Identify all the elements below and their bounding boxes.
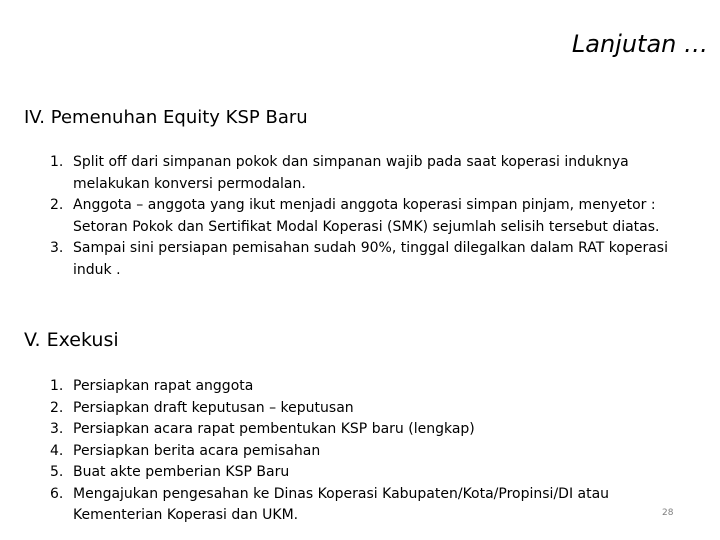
- item-number: 5.: [50, 464, 64, 480]
- list-item: [50, 195, 670, 238]
- section-heading-exekusi: V. Exekusi: [24, 329, 119, 351]
- item-text: Sampai sini persiapan pemisahan sudah 90%, tinggal dilegalkan dalam RAT koperasi induk .: [73, 240, 668, 278]
- item-number: 4.: [50, 442, 64, 459]
- list-item: [50, 419, 670, 441]
- item-text: Split off dari simpanan pokok dan simpanan wajib pada saat koperasi induknya melakukan konversi permodalan.: [73, 154, 629, 192]
- list-item: [50, 462, 670, 484]
- list-item: [50, 376, 670, 398]
- list-item: [50, 238, 670, 281]
- exekusi-list: [50, 376, 670, 527]
- slide-title: Lanjutan …: [571, 30, 708, 58]
- item-text: Persiapkan draft keputusan – keputusan: [73, 399, 354, 416]
- list-item: [50, 398, 670, 420]
- item-number: 3.: [50, 421, 64, 437]
- list-item: [50, 484, 670, 527]
- item-number: 1.: [50, 378, 64, 394]
- item-number: 2.: [50, 399, 64, 416]
- item-number: 3.: [50, 240, 64, 256]
- item-text: Mengajukan pengesahan ke Dinas Koperasi Kabupaten/Kota/Propinsi/DI atau Kementerian Koperasi dan UKM.: [73, 485, 610, 523]
- item-number: 2.: [50, 197, 64, 213]
- item-text: Persiapkan acara rapat pembentukan KSP baru (lengkap): [73, 421, 475, 437]
- page-number: 28: [662, 508, 674, 518]
- item-text: Anggota – anggota yang ikut menjadi anggota koperasi simpan pinjam, menyetor : Setoran Pokok dan Sertifikat Modal Koperasi (SMK) sejumlah selisih tersebut diatas.: [73, 197, 660, 235]
- item-number: 6.: [50, 485, 64, 502]
- list-item: [50, 152, 670, 195]
- item-number: 1.: [50, 154, 64, 170]
- equity-list: [50, 152, 670, 281]
- item-text: Buat akte pemberian KSP Baru: [73, 464, 290, 480]
- section-heading-equity: IV. Pemenuhan Equity KSP Baru: [24, 107, 308, 128]
- list-item: [50, 441, 670, 463]
- item-text: Persiapkan berita acara pemisahan: [73, 442, 321, 459]
- item-text: Persiapkan rapat anggota: [73, 378, 254, 394]
